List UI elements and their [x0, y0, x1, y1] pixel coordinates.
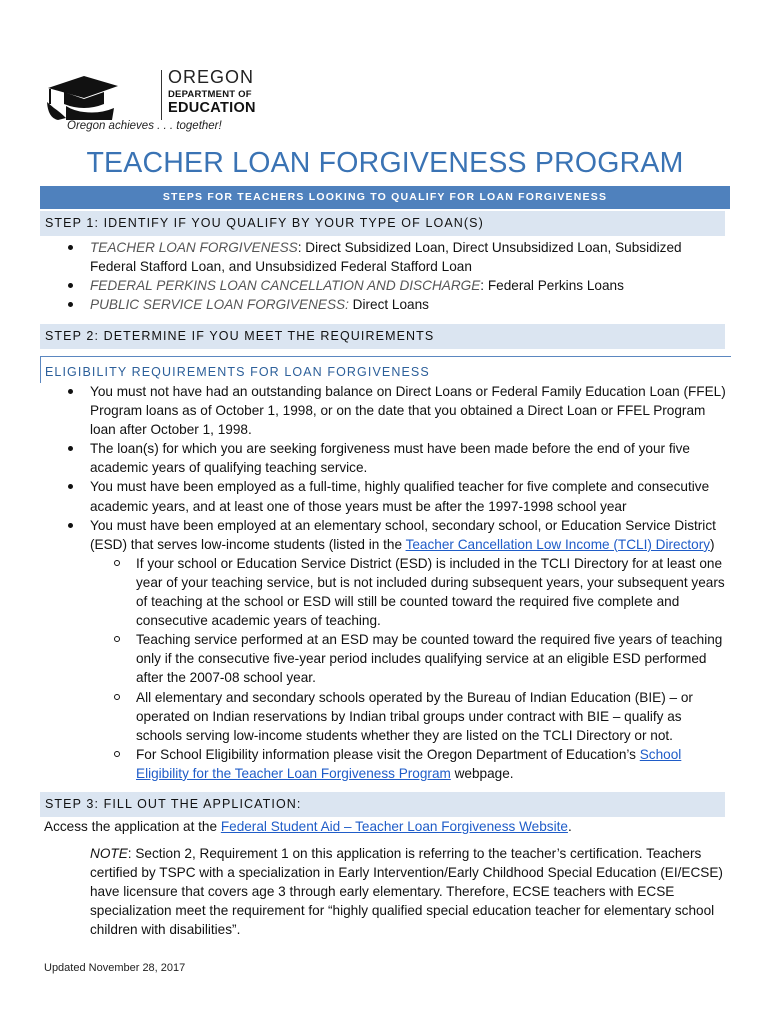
sub-list-item: Teaching service performed at an ESD may be counted toward the required five years of teaching only if the consecutive five-year period includes qualifying service at an eligible ESD performed after the 2007-08 school year. — [90, 630, 730, 687]
logo-wordmark — [168, 68, 256, 116]
logo-education: EDUCATION — [168, 100, 256, 116]
list-item — [40, 238, 730, 276]
graduation-cap-oregon-state-icon — [44, 72, 118, 122]
steps-banner: STEPS FOR TEACHERS LOOKING TO QUALIFY FOR LOAN FORGIVENESS — [40, 186, 730, 209]
item-text: You must have been employed at an elementary school, secondary school, or Education Service District (ESD) that serves low-income students (listed in the — [90, 517, 716, 552]
item-text-end: ) — [710, 536, 715, 552]
step1-heading: STEP 1: IDENTIFY IF YOU QUALIFY BY YOUR TYPE OF LOAN(S) — [40, 210, 725, 236]
step1-loan-list — [40, 238, 730, 314]
sub-list-item — [90, 745, 730, 783]
logo-tagline: Oregon achieves . . . together! — [67, 120, 222, 132]
loan-type-label: PUBLIC SERVICE LOAN FORGIVENESS: — [90, 297, 349, 313]
loan-type-text: Direct Loans — [352, 297, 429, 313]
access-application-line — [44, 817, 724, 836]
federal-student-aid-link[interactable]: Federal Student Aid – Teacher Loan Forgiveness Website — [220, 819, 568, 834]
loan-type-label: TEACHER LOAN FORGIVENESS — [90, 240, 298, 255]
loan-type-text: Federal Perkins Loans — [487, 278, 624, 294]
sub-list-item: If your school or Education Service District (ESD) is included in the TCLI Directory for at least one year of your teaching service, but is not included during subsequent years, your subsequent years of teaching at the school or ESD will still be counted toward the required five complete and consecutive academic years of teaching. — [90, 554, 730, 630]
eligibility-requirements-list — [40, 382, 730, 783]
updated-date: Updated November 28, 2017 — [44, 962, 186, 974]
list-item — [40, 295, 730, 314]
logo-department: DEPARTMENT OF — [168, 89, 252, 100]
tcli-directory-link[interactable]: Teacher Cancellation Low Income (TCLI) Directory — [405, 536, 711, 552]
list-item: You must not have had an outstanding balance on Direct Loans or Federal Family Education Loan (FFEL) Program loans as of October 1, 1998, or on the date that you obtained a Direct Loan or FFEL Program loan after October 1, 1998. — [40, 382, 730, 439]
list-item — [40, 516, 730, 783]
list-item: The loan(s) for which you are seeking forgiveness must have been made before the end of your five academic years of qualifying teaching service. — [40, 439, 730, 477]
access-text-end: . — [567, 819, 572, 834]
sub-list-item: All elementary and secondary schools operated by the Bureau of Indian Education (BIE) – or operated on Indian reservations by Indian tribal groups under contract with BIE – qualify as schools serving low-income students whether they are listed on the TCLI Directory or not. — [90, 688, 730, 745]
sub-item-text: For School Eligibility information please visit the Oregon Department of Education’s — [136, 746, 640, 762]
note-label: NOTE — [90, 846, 128, 861]
label-separator: : — [480, 278, 488, 294]
sub-item-text-end: webpage. — [450, 765, 514, 781]
note-text: : Section 2, Requirement 1 on this application is referring to the teacher’s certification. Teachers certified by TSPC with a specialization in Early Intervention/Early Childhood Special Education (EI/ECSE) have licensure that covers age 3 through early elementary. Therefore, ECSE teachers with ECSE specialization meet the requirement for “highly qualified special education teacher for elementary school children with disabilities”. — [90, 846, 723, 938]
loan-type-text: Direct Subsidized Loan, Direct Unsubsidized Loan, Subsidized Federal Stafford Loan, and Unsubsidized Federal Stafford Loan — [90, 240, 682, 275]
access-text: Access the application at the — [44, 819, 221, 834]
logo-divider — [161, 70, 162, 120]
school-eligibility-link[interactable]: School Eligibility for the Teacher Loan Forgiveness Program — [136, 746, 682, 781]
note-paragraph — [90, 844, 728, 939]
eligibility-subheading: ELIGIBILITY REQUIREMENTS FOR LOAN FORGIVENESS — [40, 356, 731, 383]
ode-logo — [44, 66, 256, 136]
page-title: TEACHER LOAN FORGIVENESS PROGRAM — [86, 147, 684, 179]
label-separator: : — [297, 240, 306, 255]
step3-heading: STEP 3: FILL OUT THE APPLICATION: — [40, 791, 725, 817]
logo-oregon: OREGON — [168, 67, 255, 87]
sub-list — [90, 554, 730, 783]
loan-type-label: FEDERAL PERKINS LOAN CANCELLATION AND DISCHARGE — [90, 278, 481, 294]
list-item — [40, 276, 730, 295]
list-item: You must have been employed as a full-time, highly qualified teacher for five complete and consecutive academic years, and at least one of those years must be after the 1997-1998 school year — [40, 477, 730, 515]
step2-heading: STEP 2: DETERMINE IF YOU MEET THE REQUIREMENTS — [40, 323, 725, 349]
